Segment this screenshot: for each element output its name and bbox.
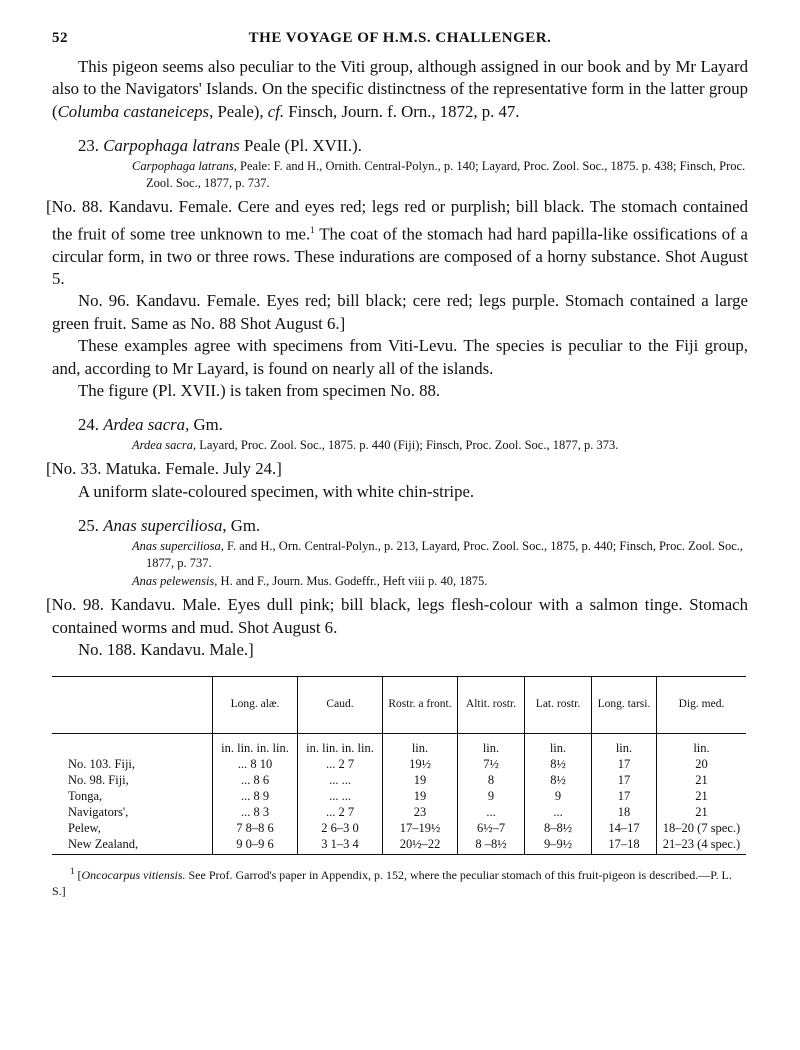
table-cell: 8½ [525, 756, 592, 772]
table-cell: 17 [592, 756, 657, 772]
ref-text: Layard, Proc. Zool. Soc., 1875. p. 440 (Fiji); Finsch, Proc. Zool. Soc., 1877, p. 373. [199, 438, 619, 453]
intro-text-1: This pigeon seems also peculiar to the Viti group, although assigned in our book and by Mr Layard also to the Navigators' Islands. On the specific distinctness of the representative form in the latter group ( [52, 57, 748, 121]
intro-text-3: Finsch, Journ. f. Orn., 1872, p. 47. [284, 101, 520, 121]
species-number: 24. [78, 415, 99, 435]
species-23-references [52, 158, 748, 192]
table-cell: 7 8–8 6 [213, 820, 298, 836]
ref-name: Carpophaga latrans, [132, 159, 237, 174]
footnote [52, 863, 748, 899]
table-cell: 23 [383, 804, 458, 820]
table-cell: 9 0–9 6 [213, 836, 298, 855]
ref-name: Ardea sacra, [132, 438, 197, 453]
table-cell: 8½ [525, 772, 592, 788]
species-25-observation-1: [No. 98. Kandavu. Male. Eyes dull pink; bill black, legs flesh-colour with a salmon tinge. Stomach contained worms and mud. Shot August 6. [46, 595, 748, 637]
table-header-cell: Dig. med. [657, 676, 747, 733]
species-23-observation-2: No. 96. Kandavu. Female. Eyes red; bill black; cere red; legs purple. Stomach contained a large green fruit. Same as No. 88 Shot August 6.] [52, 291, 748, 333]
footnote-species: Oncocarpus vitiensis. [81, 867, 186, 882]
table-cell: ... 8 6 [213, 772, 298, 788]
species-number: 23. [78, 136, 99, 156]
species-24-heading [52, 414, 748, 436]
table-row [52, 820, 746, 836]
table-cell: 9–9½ [525, 836, 592, 855]
table-cell: ... 8 9 [213, 788, 298, 804]
footnote-bracket: [ [77, 867, 82, 882]
table-cell: ... ... [298, 772, 383, 788]
measurements-table [52, 676, 746, 855]
table-cell: Navigators', [68, 804, 129, 819]
table-cell: 19½ [383, 756, 458, 772]
running-title: THE VOYAGE OF H.M.S. CHALLENGER. [248, 30, 552, 46]
table-cell: 21 [657, 788, 747, 804]
table-cell: No. 103. Fiji, [68, 756, 136, 771]
table-cell: 6½–7 [458, 820, 525, 836]
intro-paragraph [52, 56, 748, 123]
table-cell: 7½ [458, 756, 525, 772]
ref-name: Anas superciliosa, [132, 539, 224, 554]
table-cell: 17–18 [592, 836, 657, 855]
table-cell: 20 [657, 756, 747, 772]
ref-name: Anas pelewensis, [132, 574, 218, 589]
table-header-row [52, 676, 746, 733]
table-cell: 3 1–3 4 [298, 836, 383, 855]
page [46, 30, 749, 899]
species-23-note-1: These examples agree with specimens from Viti-Levu. The species is peculiar to the Fiji group, and, according to Mr Layard, is found on nearly all of the islands. [52, 336, 748, 378]
species-24-note: A uniform slate-coloured specimen, with white chin-stripe. [78, 481, 475, 501]
table-cell: lin. [592, 733, 657, 756]
table-cell: 14–17 [592, 820, 657, 836]
footnote-marker: 1 [70, 865, 75, 876]
table-cell: ... 2 7 [298, 756, 383, 772]
footnote-marker: 1 [310, 224, 315, 235]
table-cell: Pelew, [68, 820, 101, 835]
table-cell: 21 [657, 804, 747, 820]
table-cell: 21 [657, 772, 747, 788]
obs-text: [No. 88. Kandavu. Female. Cere and eyes red; legs red or purplish; bill black. The stomach contained the fruit of some tree unknown to me. [46, 197, 748, 244]
table-header-cell: Long. tarsi. [592, 676, 657, 733]
table-cell: 19 [383, 788, 458, 804]
ref-text: H. and F., Journ. Mus. Godeffr., Heft viii p. 40, 1875. [220, 574, 488, 589]
page-header [52, 30, 748, 56]
table-units-row [52, 733, 746, 756]
table-header-cell: Altit. rostr. [458, 676, 525, 733]
species-name: Anas superciliosa [103, 516, 223, 536]
table-cell [52, 733, 213, 756]
table-cell: 8 [458, 772, 525, 788]
table-header-cell: Caud. [298, 676, 383, 733]
table-cell: 8–8½ [525, 820, 592, 836]
table-cell: 18–20 (7 spec.) [657, 820, 747, 836]
page-number: 52 [52, 30, 68, 46]
table-row [52, 772, 746, 788]
table-cell: Tonga, [68, 788, 103, 803]
footnote-text: See Prof. Garrod's paper in Appendix, p. 152, where the peculiar stomach of this fruit-pigeon is described.—P. L. S.] [52, 867, 732, 898]
ref-text: Peale: F. and H., Ornith. Central-Polyn., p. 140; Layard, Proc. Zool. Soc., 1875. p. 438; Finsch, Proc. Zool. Soc., 1877, p. 737. [146, 159, 746, 191]
table-row [52, 788, 746, 804]
table-cell: 8 –8½ [458, 836, 525, 855]
table-cell: in. lin. in. lin. [213, 733, 298, 756]
species-number: 25. [78, 516, 99, 536]
table-cell: ... 2 7 [298, 804, 383, 820]
table-cell: ... ... [298, 788, 383, 804]
table-cell: ... [525, 804, 592, 820]
table-header-cell: Rostr. a front. [383, 676, 458, 733]
species-name: Carpophaga latrans [103, 136, 240, 156]
table-row [52, 836, 746, 855]
table-cell: 19 [383, 772, 458, 788]
species-23-observation-1 [46, 196, 749, 290]
intro-cf: cf. [267, 101, 285, 121]
table-cell: 9 [458, 788, 525, 804]
ref-text: F. and H., Orn. Central-Polyn., p. 213, Layard, Proc. Zool. Soc., 1875, p. 440; Finsch, Proc. Zool. Soc., 1877, p. 737. [146, 539, 743, 571]
species-23-heading [52, 135, 748, 157]
table-cell: in. lin. in. lin. [298, 733, 383, 756]
species-name: Ardea sacra [103, 415, 186, 435]
species-24-references [52, 437, 748, 454]
species-author: , Gm. [222, 516, 261, 536]
table-cell: ... 8 3 [213, 804, 298, 820]
table-cell: 2 6–3 0 [298, 820, 383, 836]
table-cell: New Zealand, [68, 836, 139, 851]
table-cell: lin. [525, 733, 592, 756]
table-row [52, 804, 746, 820]
species-24-observation: [No. 33. Matuka. Female. July 24.] [46, 459, 282, 479]
species-author: , Gm. [185, 415, 223, 435]
table-cell: ... [458, 804, 525, 820]
species-25-observation-2: No. 188. Kandavu. Male.] [78, 640, 254, 660]
table-cell: lin. [458, 733, 525, 756]
table-cell: 17–19½ [383, 820, 458, 836]
species-25-heading [52, 515, 748, 537]
table-cell: 17 [592, 772, 657, 788]
intro-species-name: Columba castaneiceps [57, 101, 210, 121]
intro-text-2: , Peale), [209, 101, 268, 121]
table-header-cell [52, 676, 213, 733]
table-cell: 21–23 (4 spec.) [657, 836, 747, 855]
table-row [52, 756, 746, 772]
species-25-references-1 [52, 538, 748, 572]
table-cell: 17 [592, 788, 657, 804]
table-header-cell: Long. alæ. [213, 676, 298, 733]
table-cell: lin. [383, 733, 458, 756]
table-cell: lin. [657, 733, 747, 756]
table-cell: 9 [525, 788, 592, 804]
table-cell: ... 8 10 [213, 756, 298, 772]
species-author: Peale (Pl. XVII.). [244, 136, 362, 156]
table-cell: No. 98. Fiji, [68, 772, 129, 787]
species-25-references-2 [52, 573, 748, 590]
table-cell: 20½–22 [383, 836, 458, 855]
table-cell: 18 [592, 804, 657, 820]
table-header-cell: Lat. rostr. [525, 676, 592, 733]
obs-text: The coat of the stomach had hard papilla-like ossifications of a circular form, in two or three rows. These indurations are composed of a horny substance. Shot August 5. [52, 224, 749, 289]
species-23-note-2: The figure (Pl. XVII.) is taken from specimen No. 88. [78, 381, 441, 401]
